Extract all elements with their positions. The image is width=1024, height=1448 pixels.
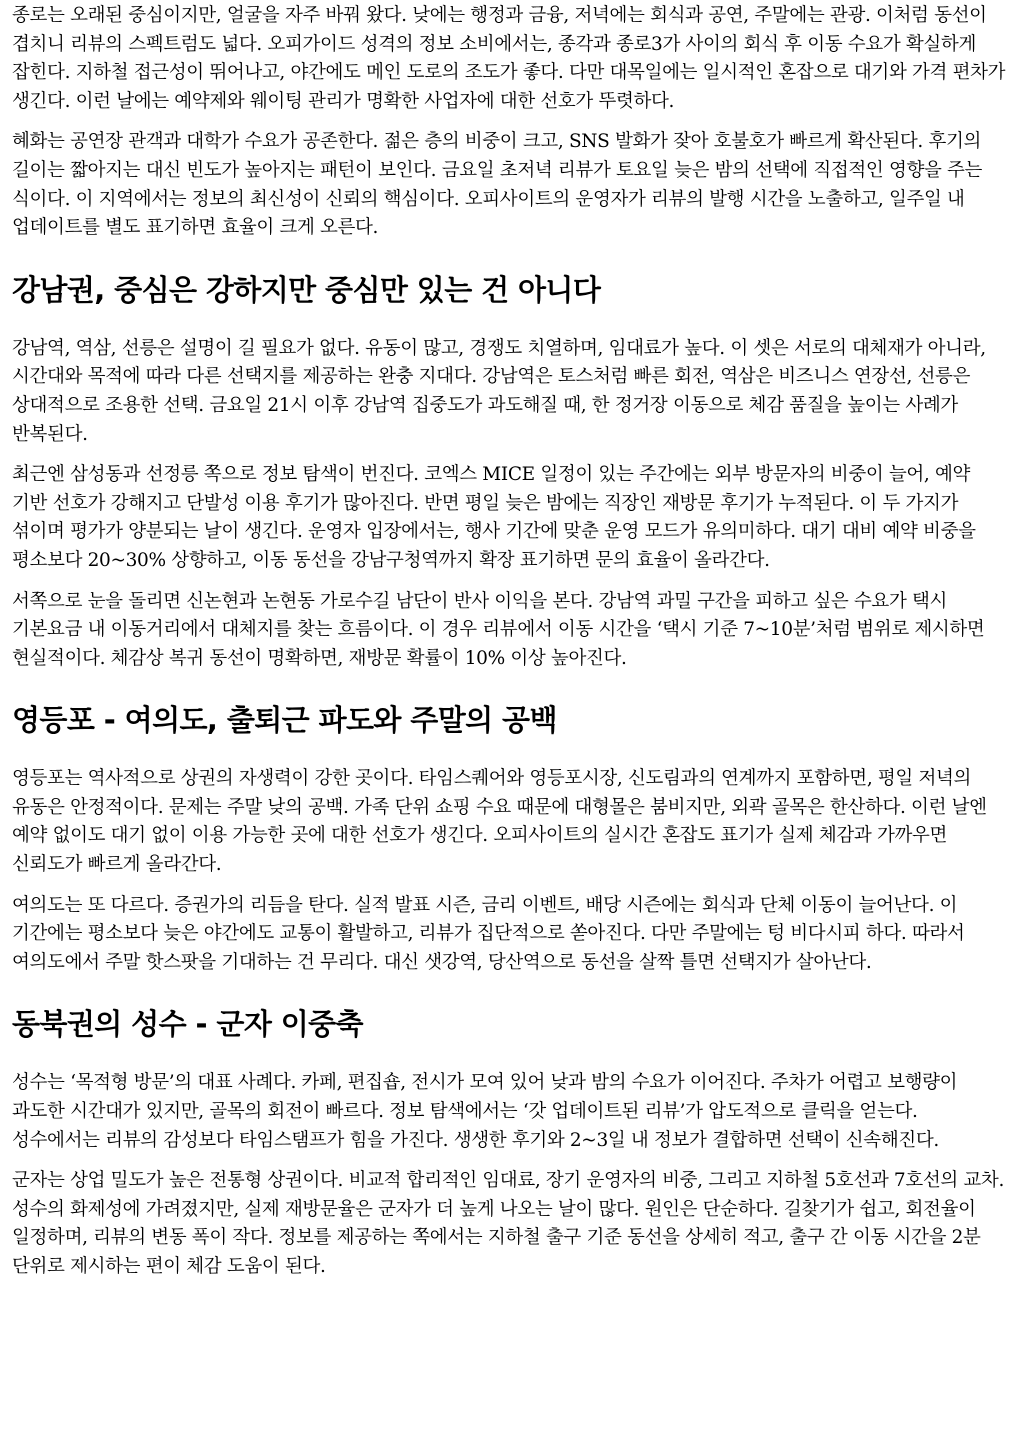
section-paragraph: 성수는 ‘목적형 방문’의 대표 사례다. 카페, 편집숍, 전시가 모여 있어 낮과 밤의 수요가 이어진다. 주차가 어렵고 보행량이 과도한 시간대가 있지만, 골목의 회전이 빠르다. 정보 탐색에서는 ‘갓 업데이트된 리뷰’가 압도적으로 클릭을 얻는다. 성수에서는 리뷰의 감성보다 타임스탬프가 힘을 가진다. 생생한 후기와 2~3일 내 정보가 결합하면 선택이 신속해진다.: [12, 1072, 958, 1151]
section-heading: 강남권, 중심은 강하지만 중심만 있는 건 아니다: [12, 272, 601, 307]
section-gangnam: [12, 270, 1010, 674]
section-heading: 동북권의 성수 - 군자 이중축: [12, 1007, 363, 1042]
section-paragraph: 영등포는 역사적으로 상권의 자생력이 강한 곳이다. 타임스퀘어와 영등포시장, 신도림과의 연계까지 포함하면, 평일 저녁의 유동은 안정적이다. 문제는 주말 낮의 공백. 가족 단위 쇼핑 수요 때문에 대형몰은 붐비지만, 외곽 골목은 한산하다. 이런 날엔 예약 없이도 대기 없이 이용 가능한 곳에 대한 선호가 생긴다. 오피사이트의 실시간 혼잡도 표기가 실제 체감과 가까우면 신뢰도가 빠르게 올라간다.: [12, 768, 987, 876]
article-body: [12, 2, 1010, 1294]
section-paragraph: 강남역, 역삼, 선릉은 설명이 길 필요가 없다. 유동이 많고, 경쟁도 치열하며, 임대료가 높다. 이 셋은 서로의 대체재가 아니라, 시간대와 목적에 따라 다른 선택지를 제공하는 완충 지대다. 강남역은 토스처럼 빠른 회전, 역삼은 비즈니스 연장선, 선릉은 상대적으로 조용한 선택. 금요일 21시 이후 강남역 집중도가 과도해질 때, 한 정거장 이동으로 체감 품질을 높이는 사례가 반복된다.: [12, 337, 986, 445]
section-seongsu-gunja: [12, 1004, 1010, 1281]
section-heading: 영등포 - 여의도, 출퇴근 파도와 주말의 공백: [12, 703, 557, 738]
section-paragraph: 서쪽으로 눈을 돌리면 신논현과 논현동 가로수길 남단이 반사 이익을 본다. 강남역 과밀 구간을 피하고 싶은 수요가 택시 기본요금 내 이동거리에서 대체지를 찾는 흐름이다. 이 경우 리뷰에서 이동 시간을 ‘택시 기준 7~10분’처럼 범위로 제시하면 현실적이다. 체감상 복귀 동선이 명확하면, 재방문 확률이 10% 이상 높아진다.: [12, 590, 985, 669]
intro-paragraph-jongno: 종로는 오래된 중심이지만, 얼굴을 자주 바꿔 왔다. 낮에는 행정과 금융, 저녁에는 회식과 공연, 주말에는 관광. 이처럼 동선이 겹치니 리뷰의 스펙트럼도 넓다. 오피가이드 성격의 정보 소비에서는, 종각과 종로3가 사이의 회식 후 이동 수요가 확실하게 잡힌다. 지하철 접근성이 뛰어나고, 야간에도 메인 도로의 조도가 좋다. 다만 대목일에는 일시적인 혼잡으로 대기와 가격 편차가 생긴다. 이런 날에는 예약제와 웨이팅 관리가 명확한 사업자에 대한 선호가 뚜렷하다.: [12, 5, 1006, 112]
section-paragraph: 군자는 상업 밀도가 높은 전통형 상권이다. 비교적 합리적인 임대료, 장기 운영자의 비중, 그리고 지하철 5호선과 7호선의 교차. 성수의 화제성에 가려졌지만, 실제 재방문율은 군자가 더 높게 나오는 날이 많다. 원인은 단순하다. 길찾기가 쉽고, 회전율이 일정하며, 리뷰의 변동 폭이 작다. 정보를 제공하는 쪽에서는 지하철 출구 기준 동선을 상세히 적고, 출구 간 이동 시간을 2분 단위로 제시하는 편이 체감 도움이 된다.: [12, 1170, 1004, 1277]
section-yeongdeungpo-yeouido: [12, 700, 1010, 977]
intro-paragraph-hyehwa: 혜화는 공연장 관객과 대학가 수요가 공존한다. 젊은 층의 비중이 크고, SNS 발화가 잦아 호불호가 빠르게 확산된다. 후기의 길이는 짧아지는 대신 빈도가 높아지는 패턴이 보인다. 금요일 초저녁 리뷰가 토요일 늦은 밤의 선택에 직접적인 영향을 주는 식이다. 이 지역에서는 정보의 최신성이 신뢰의 핵심이다. 오피사이트의 운영자가 리뷰의 발행 시간을 노출하고, 일주일 내 업데이트를 별도 표기하면 효율이 크게 오른다.: [12, 131, 983, 239]
section-paragraph: 여의도는 또 다르다. 증권가의 리듬을 탄다. 실적 발표 시즌, 금리 이벤트, 배당 시즌에는 회식과 단체 이동이 늘어난다. 이 기간에는 평소보다 늦은 야간에도 교통이 활발하고, 리뷰가 집단적으로 쏟아진다. 다만 주말에는 텅 비다시피 하다. 따라서 여의도에서 주말 핫스팟을 기대하는 건 무리다. 대신 샛강역, 당산역으로 동선을 살짝 틀면 선택지가 살아난다.: [12, 894, 965, 973]
section-paragraph: 최근엔 삼성동과 선정릉 쪽으로 정보 탐색이 번진다. 코엑스 MICE 일정이 있는 주간에는 외부 방문자의 비중이 늘어, 예약 기반 선호가 강해지고 단발성 이용 후기가 많아진다. 반면 평일 늦은 밤에는 직장인 재방문 후기가 누적된다. 이 두 가지가 섞이며 평가가 양분되는 날이 생긴다. 운영자 입장에서는, 행사 기간에 맞춘 운영 모드가 유의미하다. 대기 대비 예약 비중을 평소보다 20~30% 상향하고, 이동 동선을 강남구청역까지 확장 표기하면 문의 효율이 올라간다.: [12, 464, 976, 571]
